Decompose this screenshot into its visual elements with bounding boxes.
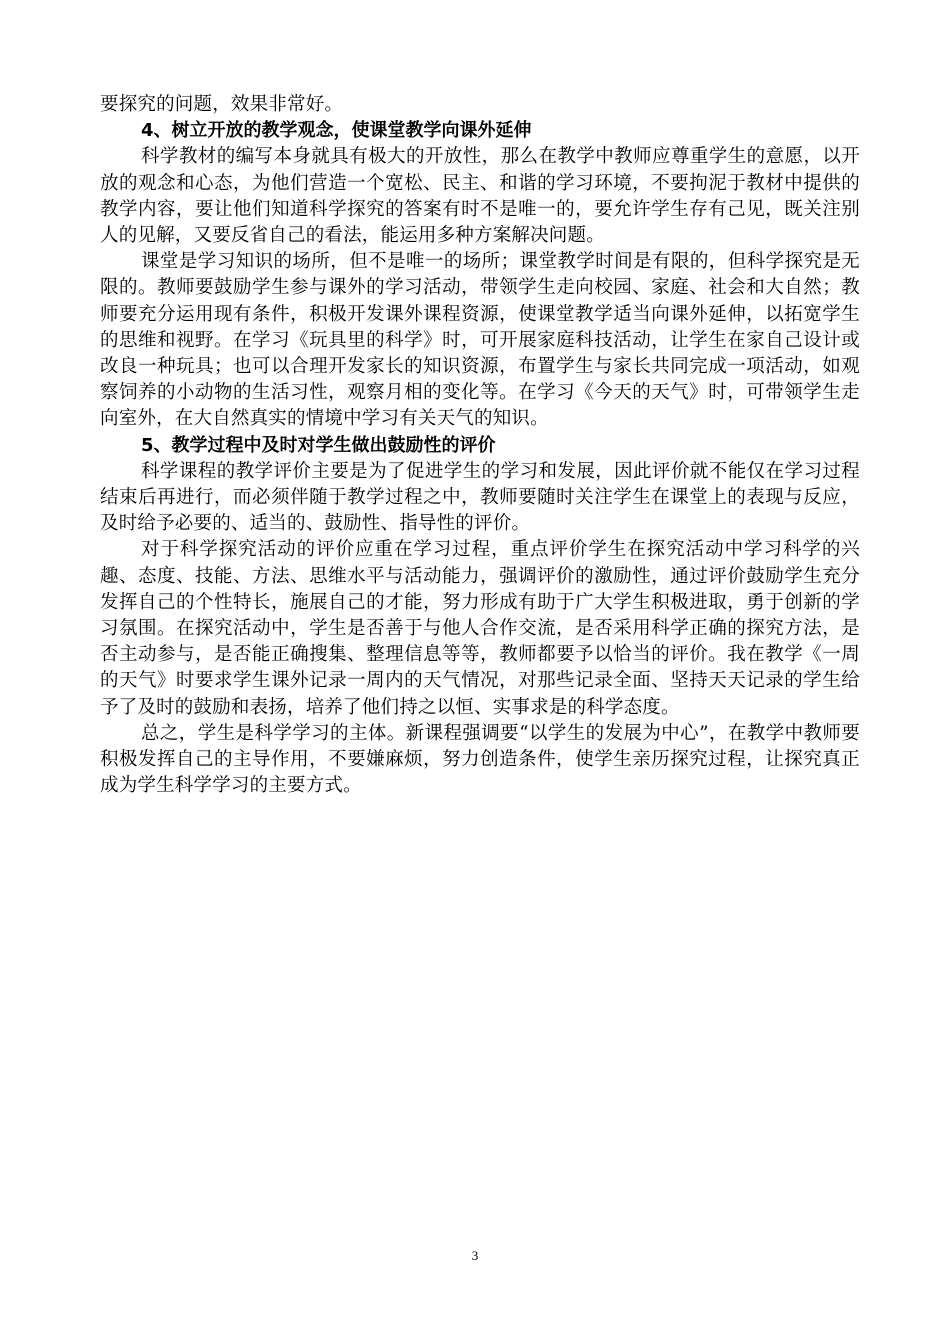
document-body [100,92,860,799]
page-number: 3 [471,1248,479,1263]
paragraph-conclusion: 总之，学生是科学学习的主体。新课程强调要“以学生的发展为中心”，在教学中教师要积极发挥自己的主导作用，不要嫌麻烦，努力创造条件，使学生亲历探究过程，让探究真正成为学生科学学习的主要方式。 [100,722,860,797]
section-heading-4: 4、树立开放的教学观念，使课堂教学向课外延伸 [141,120,532,142]
paragraph-open-materials: 科学教材的编写本身就具有极大的开放性，那么在教学中教师应尊重学生的意愿，以开放的观念和心态，为他们营造一个宽松、民主、和谐的学习环境，不要拘泥于教材中提供的教学内容，要让他们知道科学探究的答案有时不是唯一的，要允许学生存有己见，既关注别人的见解，又要反省自己的看法，能运用多种方案解决问题。 [100,146,860,247]
paragraph-evaluation-process: 对于科学探究活动的评价应重在学习过程，重点评价学生在探究活动中学习科学的兴趣、态度、技能、方法、思维水平与活动能力，强调评价的激励性，通过评价鼓励学生充分发挥自己的个性特长，施展自己的才能，努力形成有助于广大学生积极进取，勇于创新的学习氛围。在探究活动中，学生是否善于与他人合作交流，是否采用科学正确的探究方法，是否主动参与，是否能正确搜集、整理信息等等，教师都要予以恰当的评价。我在教学《一周的天气》时要求学生课外记录一周内的天气情况，对那些记录全面、坚持天天记录的学生给予了及时的鼓励和表扬，培养了他们持之以恒、实事求是的科学态度。 [100,539,860,718]
paragraph-classroom-extension: 课堂是学习知识的场所，但不是唯一的场所；课堂教学时间是有限的，但科学探究是无限的。教师要鼓励学生参与课外的学习活动，带领学生走向校园、家庭、社会和大自然；教师要充分运用现有条件，积极开发课外课程资源，使课堂教学适当向课外延伸，以拓宽学生的思维和视野。在学习《玩具里的科学》时，可开展家庭科技活动，让学生在家自己设计或改良一种玩具；也可以合理开发家长的知识资源，布置学生与家长共同完成一项活动，如观察饲养的小动物的生活习性，观察月相的变化等。在学习《今天的天气》时，可带领学生走向室外，在大自然真实的情境中学习有关天气的知识。 [100,251,860,430]
section-heading-5: 5、教学过程中及时对学生做出鼓励性的评价 [141,434,496,456]
paragraph-evaluation-purpose: 科学课程的教学评价主要是为了促进学生的学习和发展，因此评价就不能仅在学习过程结束后再进行，而必须伴随于教学过程之中，教师要随时关注学生在课堂上的表现与反应，及时给予必要的、适当的、鼓励性、指导性的评价。 [100,460,860,535]
paragraph-continuation: 要探究的问题，效果非常好。 [100,94,344,115]
